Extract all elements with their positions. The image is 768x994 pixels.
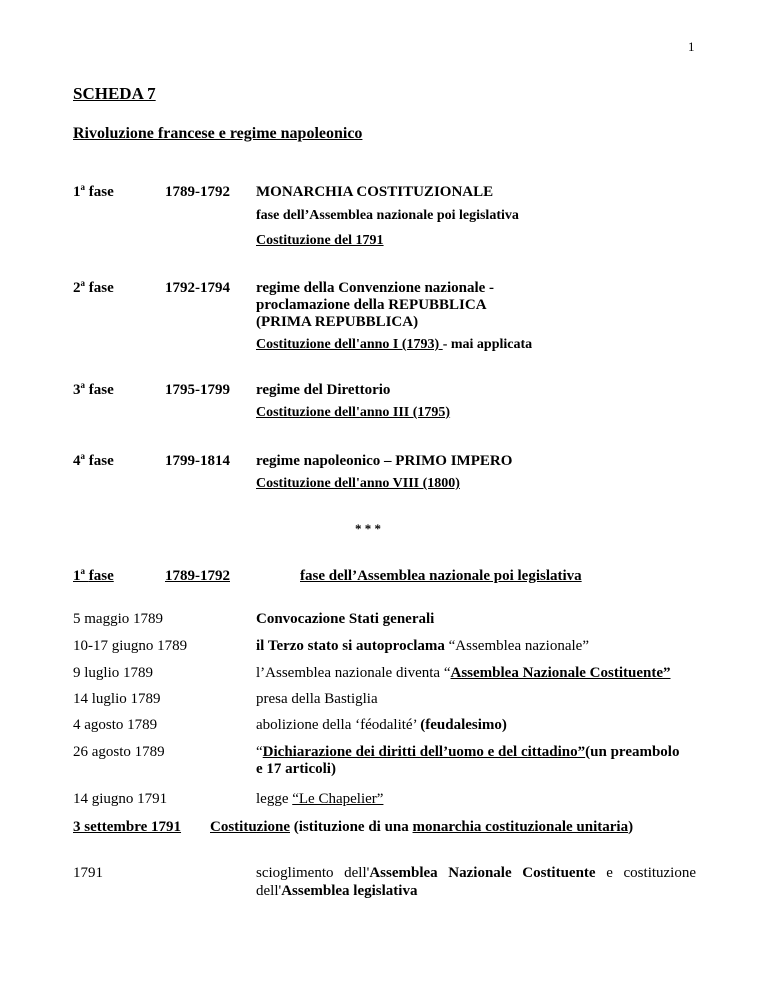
detail-title: fase dell’Assemblea nazionale poi legislativa [300, 568, 582, 584]
phase-years: 1789-1792 [165, 184, 230, 200]
event-text: “Dichiarazione dei diritti dell’uomo e del cittadino”(un preambolo [256, 744, 680, 760]
page-number: 1 [688, 39, 695, 54]
event-text-continued: e 17 articoli) [256, 761, 336, 777]
phase-constitution: Costituzione dell'anno I (1793) - mai applicata [256, 337, 533, 352]
phase-title: regime del Direttorio [256, 382, 391, 398]
phase-constitution: Costituzione dell'anno III (1795) [256, 405, 451, 420]
phase-years: 1792-1794 [165, 280, 230, 296]
phase-label: 3$^a$ fase [73, 380, 114, 398]
phase-title: MONARCHIA COSTITUZIONALE [256, 184, 494, 200]
event-date: 1791 [73, 865, 103, 881]
event-text: scioglimento dell'Assemblea Nazionale Costituente e costituzione [256, 865, 697, 881]
page-subheading: Rivoluzione francese e regime napoleonico [73, 125, 363, 142]
phase-title-line: regime della Convenzione nazionale - [256, 280, 495, 296]
event-date: 26 agosto 1789 [73, 744, 165, 760]
separator: * * * [355, 521, 381, 536]
event-date: 14 giugno 1791 [73, 791, 168, 807]
event-text: Costituzione (istituzione di una monarchia costituzionale unitaria) [210, 819, 634, 835]
event-text: legge “Le Chapelier” [256, 791, 384, 807]
phase-constitution: Costituzione dell'anno VIII (1800) [256, 476, 460, 491]
phase-label: 2$^a$ fase [73, 278, 114, 296]
event-date: 4 agosto 1789 [73, 717, 158, 733]
phase-label: 4$^a$ fase [73, 451, 114, 469]
event-date: 10-17 giugno 1789 [73, 638, 188, 654]
event-text: il Terzo stato si autoproclama “Assemblea nazionale” [256, 638, 589, 654]
phase-constitution: Costituzione del 1791 [256, 233, 384, 248]
event-text: presa della Bastiglia [256, 691, 378, 707]
event-date: 3 settembre 1791 [73, 819, 182, 835]
phase-title-line: (PRIMA REPUBBLICA) [256, 314, 419, 330]
phase-years: 1795-1799 [165, 382, 230, 398]
phase-description: fase dell’Assemblea nazionale poi legislativa [256, 208, 519, 223]
event-text: l’Assemblea nazionale diventa “Assemblea Nazionale Costituente” [256, 665, 671, 681]
event-text: abolizione della ‘féodalité’ (feudalesimo) [256, 717, 507, 733]
phase-title: regime napoleonico – PRIMO IMPERO [256, 453, 513, 469]
event-text: Convocazione Stati generali [256, 611, 435, 627]
phase-label: 1$^a$ fase [73, 182, 114, 200]
detail-phase-label: 1$^a$ fase [73, 566, 114, 584]
event-date: 5 maggio 1789 [73, 611, 163, 627]
detail-years: 1789-1792 [165, 568, 230, 584]
phase-title-line: proclamazione della REPUBBLICA [256, 297, 487, 313]
event-date: 9 luglio 1789 [73, 665, 154, 681]
event-date: 14 luglio 1789 [73, 691, 161, 707]
event-text-continued: dell'Assemblea legislativa [256, 883, 418, 899]
page-heading: SCHEDA 7 [73, 84, 156, 103]
phase-years: 1799-1814 [165, 453, 230, 469]
